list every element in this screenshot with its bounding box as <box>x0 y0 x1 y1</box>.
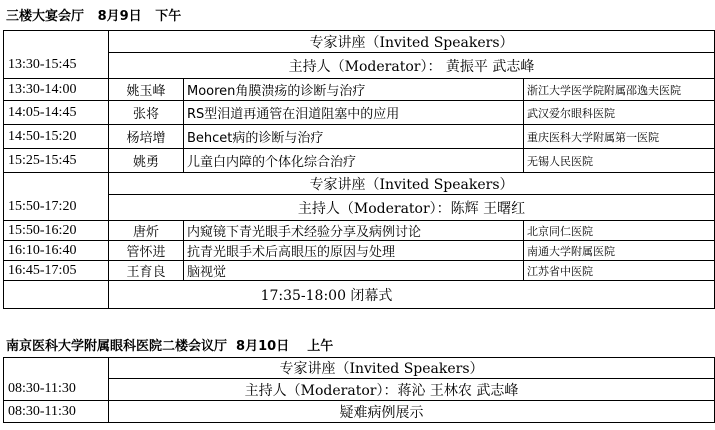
closing-ceremony: 17:35-18:00 闭幕式 <box>109 281 715 309</box>
speaker-name: 杨培增 <box>109 125 184 149</box>
session2-header: 专家讲座（Invited Speakers） <box>109 358 715 379</box>
case-discussion-time: 08:30-11:30 <box>4 401 109 423</box>
table-row <box>4 221 715 241</box>
speaker-name: 张将 <box>109 101 184 125</box>
closing-spacer <box>4 281 109 309</box>
session2-header-row <box>4 358 715 379</box>
speaker-name: 姚玉峰 <box>109 79 184 101</box>
session2-schedule-table <box>3 357 715 423</box>
speaker-name: 王育良 <box>109 261 184 281</box>
block1-header: 专家讲座（Invited Speakers） <box>109 31 715 53</box>
talk-topic: 抗青光眼手术后高眼压的原因与处理 <box>184 241 524 261</box>
block2-time-spacer <box>4 173 109 195</box>
session2-moderator-row <box>4 379 715 401</box>
talk-topic: Behcet病的诊断与治疗 <box>184 125 524 149</box>
block1-moderator-row <box>4 53 715 79</box>
session2-time-spacer <box>4 358 109 379</box>
block1-moderator: 主持人（Moderator）： 黄振平 武志峰 <box>109 53 715 79</box>
block1-time-spacer <box>4 31 109 53</box>
session2-moderator: 主持人（Moderator）：蒋沁 王林农 武志峰 <box>109 379 715 401</box>
speaker-institution: 南通大学附属医院 <box>524 241 715 261</box>
block2-header: 专家讲座（Invited Speakers） <box>109 173 715 195</box>
closing-row <box>4 281 715 309</box>
talk-time: 15:25-15:45 <box>4 149 109 173</box>
table-row <box>4 241 715 261</box>
session2-time: 08:30-11:30 <box>4 379 109 401</box>
talk-time: 13:30-14:00 <box>4 79 109 101</box>
speaker-name: 管怀进 <box>109 241 184 261</box>
speaker-institution: 武汉爱尔眼科医院 <box>524 101 715 125</box>
talk-topic: 内窥镜下青光眼手术经验分享及病例讨论 <box>184 221 524 241</box>
session2-case-row <box>4 401 715 423</box>
speaker-institution: 江苏省中医院 <box>524 261 715 281</box>
table-row <box>4 125 715 149</box>
speaker-institution: 重庆医科大学附属第一医院 <box>524 125 715 149</box>
session1-heading: 三楼大宴会厅 8月9日 下午 <box>6 9 182 24</box>
session1-schedule-table <box>3 30 715 309</box>
talk-time: 14:05-14:45 <box>4 101 109 125</box>
talk-topic: Mooren角膜溃疡的诊断与治疗 <box>184 79 524 101</box>
table-row <box>4 79 715 101</box>
block1-header-row <box>4 31 715 53</box>
block2-header-row <box>4 173 715 195</box>
table-row <box>4 101 715 125</box>
speaker-name: 姚勇 <box>109 149 184 173</box>
block2-time: 15:50-17:20 <box>4 195 109 221</box>
talk-topic: 儿童白内障的个体化综合治疗 <box>184 149 524 173</box>
speaker-institution: 浙江大学医学院附属邵逸夫医院 <box>524 79 715 101</box>
talk-time: 16:45-17:05 <box>4 261 109 281</box>
block1-time: 13:30-15:45 <box>4 53 109 79</box>
session2-heading: 南京医科大学附属眼科医院二楼会议厅 8月10日 上午 <box>6 339 334 354</box>
block2-moderator: 主持人（Moderator）：陈辉 王曙红 <box>109 195 715 221</box>
block2-moderator-row <box>4 195 715 221</box>
speaker-institution: 无锡人民医院 <box>524 149 715 173</box>
talk-time: 14:50-15:20 <box>4 125 109 149</box>
talk-topic: RS型泪道再通管在泪道阻塞中的应用 <box>184 101 524 125</box>
case-discussion: 疑难病例展示 <box>109 401 715 423</box>
table-row <box>4 149 715 173</box>
talk-time: 16:10-16:40 <box>4 241 109 261</box>
table-row <box>4 261 715 281</box>
speaker-institution: 北京同仁医院 <box>524 221 715 241</box>
talk-topic: 脑视觉 <box>184 261 524 281</box>
talk-time: 15:50-16:20 <box>4 221 109 241</box>
speaker-name: 唐炘 <box>109 221 184 241</box>
